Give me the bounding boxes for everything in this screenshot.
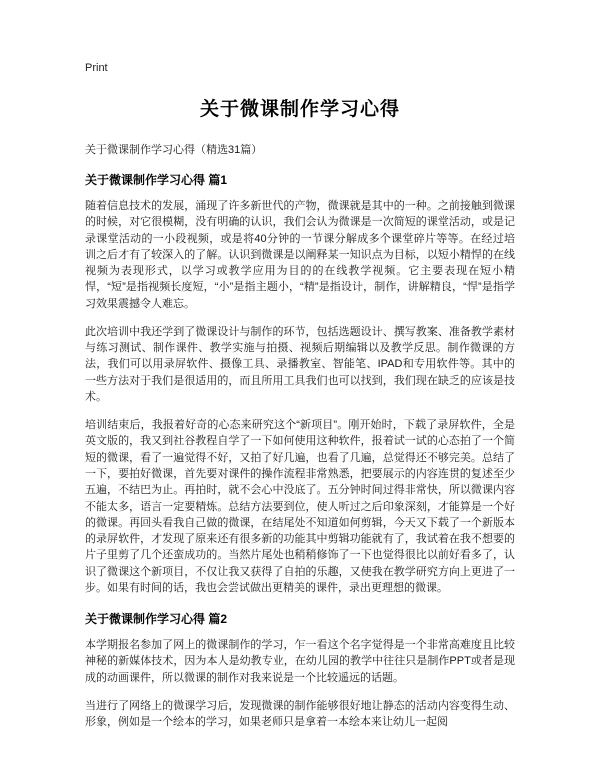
page-subtitle: 关于微课制作学习心得（精选31篇） — [85, 144, 263, 156]
section-heading-2: 关于微课制作学习心得 篇2 — [85, 612, 228, 627]
paragraph: 此次培训中我还学到了微课设计与制作的环节，包括选题设计、撰写教案、准备教学素材与练习测试、制作课件、教学实施与拍摄、视频后期编辑以及教学反思。制作微课的方法，我们可以用录屏软件、摄像工具、录播教室、智能笔、IPAD和专用软件等。其中的一些方法对于我们是很适用的，而且所用工具我们也可以找到，我们现在缺乏的应该是技术。 — [85, 325, 515, 403]
paragraph: 培训结束后，我报着好奇的心态来研究这个“新项目”。刚开始时，下载了录屏软件，全是英文版的，我又到社谷教程自学了一下如何使用这种软件，报着试一试的心态拍了一个简短的微课，看了一遍觉得不好，又拍了好几遍，也看了几遍，总觉得还不够完美。总结了一下，要拍好微课，首先要对课件的操作流程非常熟悉，把要展示的内容连贯的复述至少五遍，不结巴为止。再拍时，就不会心中没底了。五分钟时间过得非常快，所以微课内容不能太多，语言一定要精炼。总结方法要到位，使人听过之后印象深刻，才能算是一个好的微课。再回头看我自己做的微课，在结尾处不知道如何剪辑，今天又下载了一个新版本的录屏软件，才发现了原来还有很多新的功能其中剪辑功能就有了，我试着在我不想要的片子里剪了几个还蛮成功的。当然片尾处也稍稍修饰了一下也觉得很比以前好看多了，认识了微课这个新项目，不仅让我又获得了自拍的乐趣，又使我在教学研究方向上更进了一步。如果有时间的话，我也会尝试做出更精美的课件，录出更理想的微课。 — [85, 419, 515, 594]
page-title: 关于微课制作学习心得 — [199, 99, 400, 120]
paragraph: 随着信息技术的发展，涌现了许多新世代的产物，微课就是其中的一种。之前接触到微课的时候，对它很模糊，没有明确的认识，我们会认为微课是一次简短的课堂活动，或是记录课堂活动的一小段视频，或是将40分钟的一节课分解成多个课堂碎片等等。在经过培训之后才有了较深入的了解。认识到微课是以阐释某一知识点为目标，以短小精悍的在线视频为表现形式，以学习或教学应用为目的的在线教学视频。它主要表现在短小精悍，“短”是指视频长度短，“小”是指主题小，“精”是指设计，制作，讲解精良，“悍”是指学习效果震撼令人难忘。 — [85, 200, 515, 310]
paragraph: 本学期报名参加了网上的微课制作的学习，乍一看这个名字觉得是一个非常高难度且比较神秘的新媒体技术，因为本人是幼教专业，在幼儿园的教学中往往只是制作PPT或者是现成的动画课件，所以微课的制作对我来说是一个比较遥远的话题。 — [85, 639, 515, 684]
paragraph: 当进行了网络上的微课学习后，发现微课的制作能够很好地让静态的活动内容变得生动、形象，例如是一个绘本的学习，如果老师只是拿着一本绘本来让幼儿一起阅 — [85, 699, 515, 729]
print-link[interactable]: Print — [85, 62, 108, 74]
section-heading-1: 关于微课制作学习心得 篇1 — [85, 173, 228, 187]
